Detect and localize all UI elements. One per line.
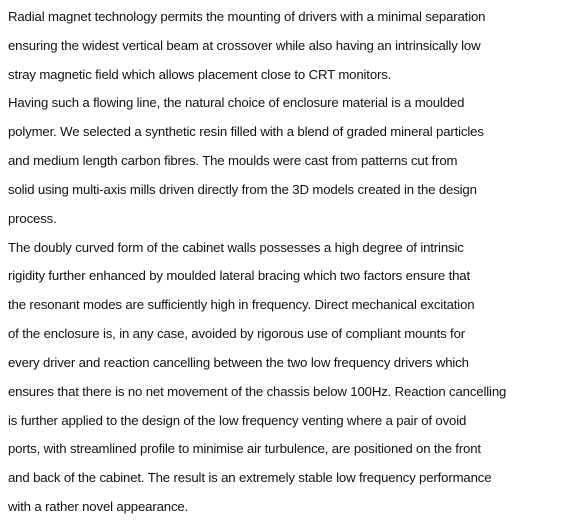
text-line: solid using multi-axis mills driven directly from the 3D models created in the design bbox=[8, 182, 477, 197]
text-line: ensuring the widest vertical beam at crossover while also having an intrinsically low bbox=[8, 38, 481, 53]
text-line: Radial magnet technology permits the mounting of drivers with a minimal separation bbox=[8, 9, 486, 24]
text-line: stray magnetic field which allows placement close to CRT monitors. bbox=[8, 67, 392, 82]
text-line: and back of the cabinet. The result is an extremely stable low frequency performance bbox=[8, 470, 492, 485]
text-line: every driver and reaction cancelling between the two low frequency drivers which bbox=[8, 355, 469, 370]
text-line: rigidity further enhanced by moulded lateral bracing which two factors ensure that bbox=[8, 268, 470, 283]
text-line: of the enclosure is, in any case, avoided by rigorous use of compliant mounts for bbox=[8, 326, 465, 341]
text-line: Having such a flowing line, the natural choice of enclosure material is a moulded bbox=[8, 95, 465, 110]
text-line: is further applied to the design of the low frequency venting where a pair of ovoid bbox=[8, 413, 467, 428]
text-line: polymer. We selected a synthetic resin filled with a blend of graded mineral particles bbox=[8, 124, 484, 139]
text-line: The doubly curved form of the cabinet walls possesses a high degree of intrinsic bbox=[8, 240, 464, 255]
text-line: ensures that there is no net movement of the chassis below 100Hz. Reaction cancelling bbox=[8, 384, 507, 399]
text-line: process. bbox=[8, 211, 57, 226]
text-line: ports, with streamlined profile to minimise air turbulence, are positioned on the front bbox=[8, 441, 481, 456]
text-line: with a rather novel appearance. bbox=[8, 499, 189, 514]
text-line: the resonant modes are sufficiently high in frequency. Direct mechanical excitation bbox=[8, 297, 475, 312]
text-line: and medium length carbon fibres. The moulds were cast from patterns cut from bbox=[8, 153, 458, 168]
